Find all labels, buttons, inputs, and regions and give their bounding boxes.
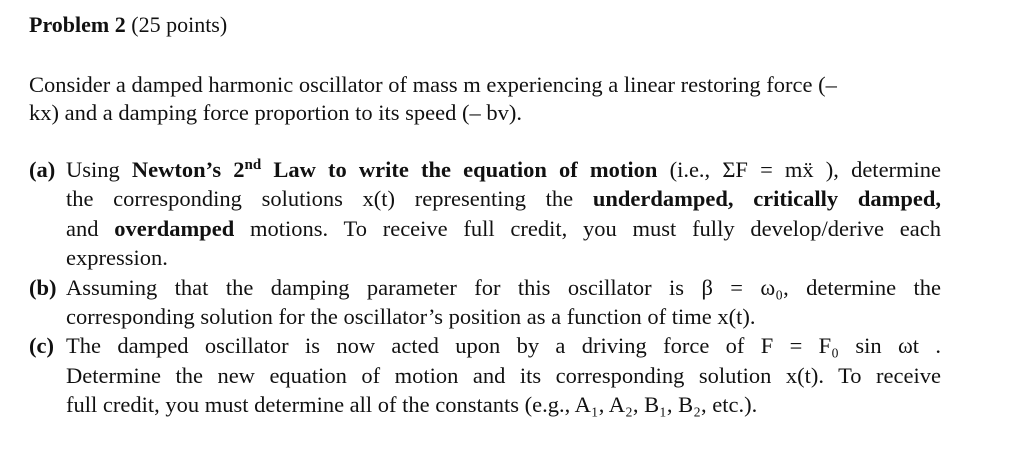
part-a-text: Using	[66, 157, 120, 182]
part-a-line-2	[66, 184, 941, 213]
part-a-equation: (i.e., ΣF = mẍ ), determine	[669, 157, 942, 182]
part-a-bold-1	[132, 157, 658, 182]
part-a	[29, 155, 941, 273]
part-c-label: (c)	[29, 333, 54, 359]
part-a-line-1	[66, 155, 941, 184]
intro-line-2: kx) and a damping force proportion to its speed (– bv).	[29, 100, 523, 125]
overdamped-bold: overdamped	[114, 215, 235, 241]
problem-title-bold: Problem 2	[29, 12, 126, 37]
part-a-line-3	[66, 214, 941, 243]
problem-points: (25 points)	[131, 12, 228, 37]
part-b-label: (b)	[29, 274, 57, 300]
ordinal-superscript: nd	[244, 157, 262, 173]
part-b	[29, 273, 941, 332]
problem-intro	[29, 71, 949, 127]
part-b-line-2: corresponding solution for the oscillator’s position as a function of time x(t).	[66, 304, 756, 330]
problem-parts	[29, 155, 941, 420]
part-a-text: motions. To receive full credit, you must fully develop/derive each	[250, 215, 941, 241]
part-c-line-2: Determine the new equation of motion and its corresponding solution x(t). To receive	[66, 362, 941, 388]
part-b-line-1: Assuming that the damping parameter for this oscillator is β = ω₀, determine the	[66, 274, 941, 300]
part-c	[29, 331, 941, 419]
part-a-line-4: expression.	[66, 245, 168, 271]
part-c-line-3: full credit, you must determine all of the constants (e.g., A₁, A₂, B₁, B₂, etc.).	[66, 392, 758, 418]
part-a-text: and	[66, 215, 99, 241]
part-a-label: (a)	[29, 157, 56, 182]
part-a-text: the corresponding solutions x(t) representing the	[66, 186, 574, 212]
damping-types-bold: underdamped, critically damped,	[592, 186, 941, 212]
newtons-law-text: Newton’s 2	[131, 157, 245, 182]
intro-line-1: Consider a damped harmonic oscillator of mass m experiencing a linear restoring force (–	[29, 72, 837, 97]
equation-of-motion-text: Law to write the equation of motion	[273, 157, 658, 182]
problem-title	[29, 11, 227, 39]
part-c-line-1: The damped oscillator is now acted upon by a driving force of F = F₀ sin ωt .	[66, 333, 941, 359]
